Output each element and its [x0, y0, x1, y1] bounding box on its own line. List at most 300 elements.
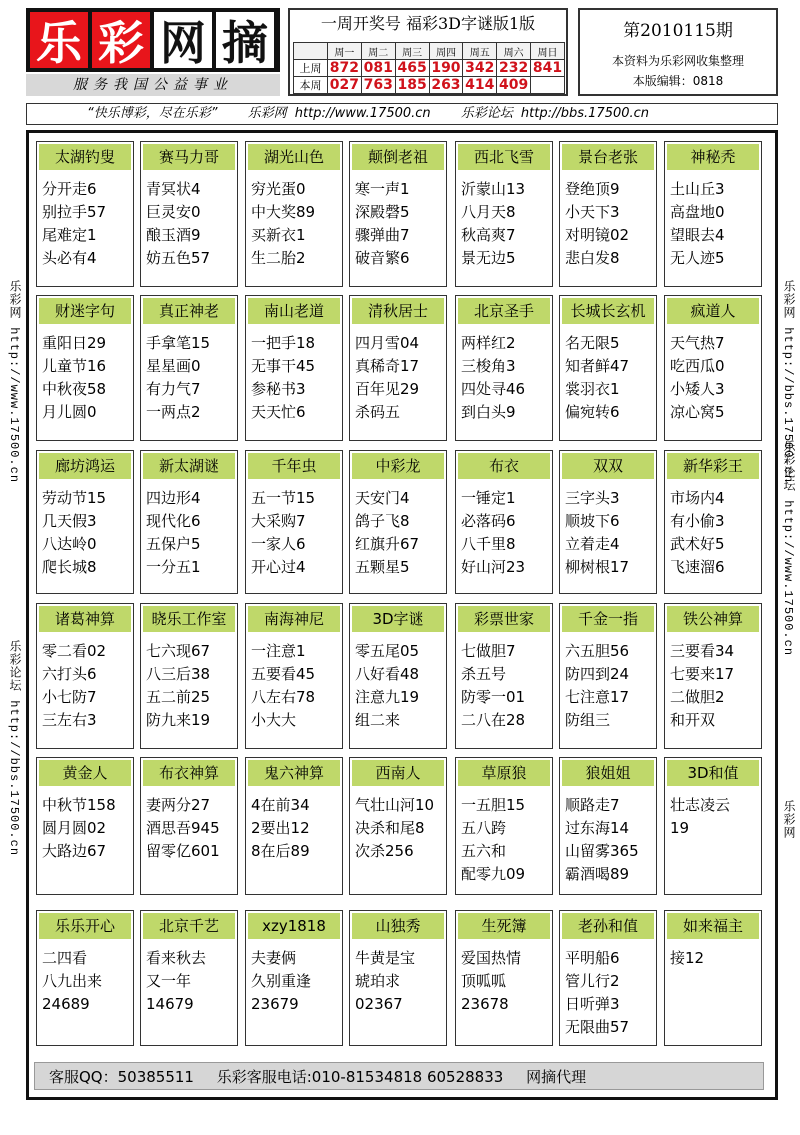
card-line: 土山丘3: [670, 180, 725, 198]
card-line: 几天假3: [42, 512, 97, 530]
card-line: 无事干45: [251, 357, 316, 375]
issue-number: 第2010115期: [623, 21, 733, 41]
card-line: 吃西瓜0: [670, 357, 725, 375]
puzzle-card: [349, 910, 447, 1046]
card-title: 诸葛神算: [39, 606, 131, 632]
card-line: 凉心窝5: [670, 403, 725, 421]
card-line: 市场内4: [670, 489, 725, 507]
card-line: 五六和: [461, 842, 507, 860]
puzzle-card: [455, 450, 553, 594]
card-title: 双双: [562, 453, 654, 479]
card-title: 长城长玄机: [562, 298, 654, 324]
puzzle-card: [140, 757, 238, 895]
card-line: 4在前34: [251, 796, 310, 814]
slogan: 服务我国公益事业: [26, 74, 280, 96]
card-line: 19: [670, 819, 690, 837]
card-line: 现代化6: [146, 512, 201, 530]
card-line: 望眼去4: [670, 226, 725, 244]
card-line: 儿童节16: [42, 357, 107, 375]
card-title: 神秘秃: [667, 144, 759, 170]
puzzle-card: [349, 450, 447, 594]
card-body: [456, 481, 552, 579]
card-line: 妻两分27: [146, 796, 211, 814]
card-line: 好山河23: [461, 558, 526, 576]
card-line: 又一年: [146, 972, 192, 990]
card-title: 黄金人: [39, 760, 131, 786]
card-line: 二八在28: [461, 711, 526, 729]
card-line: 中秋夜58: [42, 380, 107, 398]
card-title: 疯道人: [667, 298, 759, 324]
card-line: 小大大: [251, 711, 297, 729]
card-line: 有小偷3: [670, 512, 725, 530]
card-body: [560, 788, 656, 886]
logo-char: 网: [154, 12, 212, 68]
card-line: 14679: [146, 995, 194, 1013]
card-line: 对明镜02: [565, 226, 630, 244]
card-title: 如来福主: [667, 913, 759, 939]
card-body: [246, 788, 342, 863]
banner-forum-link[interactable]: 乐彩论坛 http://bbs.17500.cn: [460, 106, 650, 121]
card-line: 登绝顶9: [565, 180, 620, 198]
card-body: [350, 172, 446, 270]
card-title: 太湖钓叟: [39, 144, 131, 170]
card-line: 看来秋去: [146, 949, 207, 967]
card-line: 五八跨: [461, 819, 507, 837]
card-line: 到白头9: [461, 403, 516, 421]
card-title: 西北飞雪: [458, 144, 550, 170]
card-line: 三左右3: [42, 711, 97, 729]
footer-agent: 网摘代理: [526, 1068, 587, 1086]
card-line: 配零九09: [461, 865, 526, 883]
card-title: 晓乐工作室: [143, 606, 235, 632]
card-line: 巨灵安0: [146, 203, 201, 221]
card-line: 五要看45: [251, 665, 316, 683]
card-body: [350, 481, 446, 579]
day-header: 周六: [497, 43, 531, 60]
card-line: 六五胆56: [565, 642, 630, 660]
card-line: 骤弹曲7: [355, 226, 410, 244]
card-title: 鬼六神算: [248, 760, 340, 786]
card-line: 防组三: [565, 711, 611, 729]
card-body: [37, 172, 133, 270]
card-title: xzy1818: [248, 913, 340, 939]
puzzle-card: [245, 757, 343, 895]
day-header: 周二: [361, 43, 395, 60]
card-body: [665, 326, 761, 424]
card-line: 一分五1: [146, 558, 201, 576]
card-title: 财迷字句: [39, 298, 131, 324]
draw-number: 414: [463, 77, 497, 94]
card-title: 清秋居士: [352, 298, 444, 324]
card-line: 天气热7: [670, 334, 725, 352]
card-line: 壮志凌云: [670, 796, 731, 814]
puzzle-card: [140, 603, 238, 749]
card-line: 8在后89: [251, 842, 310, 860]
card-line: 酒思吾945: [146, 819, 220, 837]
issue-editor: 本版编辑：0818: [632, 74, 724, 88]
card-line: 有力气7: [146, 380, 201, 398]
side-text-right-top: 乐彩网 http://bbs.17500.cn: [781, 280, 795, 484]
card-title: 千金一指: [562, 606, 654, 632]
card-body: [456, 326, 552, 424]
card-body: [246, 326, 342, 424]
card-line: 23678: [461, 995, 509, 1013]
card-line: 无限曲57: [565, 1018, 630, 1036]
card-title: 颠倒老祖: [352, 144, 444, 170]
card-line: 破音繁6: [355, 249, 410, 267]
card-line: 日听弹3: [565, 995, 620, 1013]
card-body: [141, 634, 237, 732]
puzzle-card: [140, 910, 238, 1046]
card-line: 景无边5: [461, 249, 516, 267]
card-line: 八好看48: [355, 665, 420, 683]
day-header: 周五: [463, 43, 497, 60]
card-body: [246, 634, 342, 732]
card-line: 八千里8: [461, 535, 516, 553]
card-line: 五保户5: [146, 535, 201, 553]
card-body: [141, 326, 237, 424]
draw-number: 841: [531, 60, 565, 77]
puzzle-card: [36, 603, 134, 749]
banner-motto: “快乐博彩，尽在乐彩”: [87, 106, 218, 121]
card-line: 一注意1: [251, 642, 306, 660]
issue-box: [578, 8, 778, 96]
card-line: 中大奖89: [251, 203, 316, 221]
card-line: 三要看34: [670, 642, 735, 660]
draw-number: 763: [361, 77, 395, 94]
card-line: 七注意17: [565, 688, 630, 706]
side-text-right-bottom: 乐彩网: [781, 800, 795, 839]
card-line: 管儿行2: [565, 972, 620, 990]
draw-number: 232: [497, 60, 531, 77]
puzzle-card: [664, 295, 762, 441]
card-body: [456, 634, 552, 732]
card-line: 小天下3: [565, 203, 620, 221]
card-line: 寒一声1: [355, 180, 410, 198]
card-title: 廊坊鸿运: [39, 453, 131, 479]
card-body: [665, 634, 761, 732]
draw-number: 185: [395, 77, 429, 94]
card-body: [560, 172, 656, 270]
draw-number: 263: [429, 77, 463, 94]
card-title: 中彩龙: [352, 453, 444, 479]
card-body: [37, 634, 133, 732]
card-line: 参秘书3: [251, 380, 306, 398]
card-title: 乐乐开心: [39, 913, 131, 939]
card-line: 大采购7: [251, 512, 306, 530]
card-body: [141, 941, 237, 1016]
card-line: 真稀奇17: [355, 357, 420, 375]
card-line: 六打头6: [42, 665, 97, 683]
puzzle-card: [349, 757, 447, 895]
card-line: 两样红2: [461, 334, 516, 352]
card-line: 别拉手57: [42, 203, 107, 221]
banner-site-link[interactable]: 乐彩网 http://www.17500.cn: [247, 106, 431, 121]
card-body: [665, 481, 761, 579]
puzzle-card: [559, 603, 657, 749]
card-body: [246, 172, 342, 270]
side-text-left-bottom: 乐彩论坛 http://bbs.17500.cn: [7, 640, 21, 857]
draw-number: [531, 77, 565, 94]
draw-number: 027: [328, 77, 362, 94]
card-line: 过东海14: [565, 819, 630, 837]
puzzle-card: [455, 141, 553, 287]
footer-qq: 客服QQ：50385511: [49, 1068, 194, 1086]
card-line: 七要来17: [670, 665, 735, 683]
puzzle-card: [140, 141, 238, 287]
card-body: [37, 481, 133, 579]
card-line: 次杀256: [355, 842, 414, 860]
card-line: 大路边67: [42, 842, 107, 860]
card-line: 一两点2: [146, 403, 201, 421]
card-body: [350, 788, 446, 863]
card-line: 武术好5: [670, 535, 725, 553]
card-line: 四月雪04: [355, 334, 420, 352]
card-body: [37, 941, 133, 1016]
puzzle-card: [36, 757, 134, 895]
card-line: 组二来: [355, 711, 401, 729]
puzzle-card: [559, 910, 657, 1046]
puzzle-card: [664, 141, 762, 287]
card-line: 重阳日29: [42, 334, 107, 352]
card-line: 杀五号: [461, 665, 507, 683]
draw-number: 409: [497, 77, 531, 94]
card-body: [141, 172, 237, 270]
card-line: 爱国热情: [461, 949, 522, 967]
card-line: 深殿磬5: [355, 203, 410, 221]
puzzle-card: [349, 295, 447, 441]
banner: [26, 103, 778, 125]
card-line: 零五尾05: [355, 642, 420, 660]
card-line: 开心过4: [251, 558, 306, 576]
card-line: 和开双: [670, 711, 716, 729]
draw-results-box: [288, 8, 568, 96]
card-line: 裳羽衣1: [565, 380, 620, 398]
puzzle-card: [559, 450, 657, 594]
draw-number: 081: [361, 60, 395, 77]
card-body: [141, 481, 237, 579]
card-line: 青冥状4: [146, 180, 201, 198]
card-body: [456, 788, 552, 886]
card-line: 爬长城8: [42, 558, 97, 576]
card-line: 二四看: [42, 949, 88, 967]
puzzle-card: [455, 910, 553, 1046]
day-header: 周日: [531, 43, 565, 60]
card-line: 高盘地0: [670, 203, 725, 221]
footer-phone: 乐彩客服电话:010-81534818 60528833: [216, 1068, 504, 1086]
card-line: 零二看02: [42, 642, 107, 660]
last-week-label: 上周: [294, 60, 328, 77]
card-body: [560, 326, 656, 424]
card-line: 悲白发8: [565, 249, 620, 267]
card-line: 买新衣1: [251, 226, 306, 244]
card-title: 布衣神算: [143, 760, 235, 786]
card-line: 四边形4: [146, 489, 201, 507]
puzzle-card: [664, 603, 762, 749]
puzzle-card: [36, 141, 134, 287]
draw-number: 342: [463, 60, 497, 77]
draw-table: [293, 42, 565, 94]
card-line: 霸酒喝89: [565, 865, 630, 883]
card-line: 星星画0: [146, 357, 201, 375]
card-line: 七做胆7: [461, 642, 516, 660]
card-body: [246, 481, 342, 579]
puzzle-card: [245, 295, 343, 441]
card-body: [560, 634, 656, 732]
card-body: [456, 172, 552, 270]
logo: [26, 8, 280, 72]
card-title: 3D和值: [667, 760, 759, 786]
card-line: 沂蒙山13: [461, 180, 526, 198]
card-line: 生二胎2: [251, 249, 306, 267]
day-header: 周三: [395, 43, 429, 60]
card-body: [350, 326, 446, 424]
card-line: 久别重逢: [251, 972, 312, 990]
card-title: 老孙和值: [562, 913, 654, 939]
draw-number: 465: [395, 60, 429, 77]
draw-number: 190: [429, 60, 463, 77]
card-line: 五二前25: [146, 688, 211, 706]
card-line: 留零亿601: [146, 842, 220, 860]
card-line: 尾难定1: [42, 226, 97, 244]
card-line: 圆月圆02: [42, 819, 107, 837]
puzzle-card: [349, 141, 447, 287]
card-line: 一家人6: [251, 535, 306, 553]
card-line: 杀码五: [355, 403, 401, 421]
card-line: 三梭角3: [461, 357, 516, 375]
card-title: 南山老道: [248, 298, 340, 324]
card-line: 七六现67: [146, 642, 211, 660]
card-line: 秋高爽7: [461, 226, 516, 244]
card-line: 八月天8: [461, 203, 516, 221]
puzzle-card: [455, 603, 553, 749]
logo-char: 乐: [30, 12, 88, 68]
card-line: 顺坡下6: [565, 512, 620, 530]
side-text-left-top: 乐彩网 http://www.17500.cn: [7, 280, 21, 484]
puzzle-card: [140, 295, 238, 441]
card-title: 3D字谜: [352, 606, 444, 632]
card-line: 八达岭0: [42, 535, 97, 553]
draw-number: 872: [328, 60, 362, 77]
card-body: [37, 788, 133, 863]
card-body: [141, 788, 237, 863]
puzzle-card: [455, 295, 553, 441]
card-line: 天天忙6: [251, 403, 306, 421]
card-line: 平明船6: [565, 949, 620, 967]
puzzle-card: [559, 141, 657, 287]
card-title: 新华彩王: [667, 453, 759, 479]
card-line: 鸽子飞8: [355, 512, 410, 530]
issue-note: 本资料为乐彩网收集整理: [611, 54, 744, 68]
card-body: [246, 941, 342, 1016]
card-line: 月儿圆0: [42, 403, 97, 421]
puzzle-card: [36, 450, 134, 594]
card-line: 名无限5: [565, 334, 620, 352]
card-title: 新太湖谜: [143, 453, 235, 479]
card-line: 注意九19: [355, 688, 420, 706]
card-line: 五一节15: [251, 489, 316, 507]
card-line: 穷光蛋0: [251, 180, 306, 198]
card-title: 狼姐姐: [562, 760, 654, 786]
card-line: 知者鲜47: [565, 357, 630, 375]
card-line: 偏宛转6: [565, 403, 620, 421]
card-line: 一把手18: [251, 334, 316, 352]
puzzle-card: [245, 910, 343, 1046]
card-body: [665, 941, 761, 970]
puzzle-card: [559, 757, 657, 895]
card-line: 顶呱呱: [461, 972, 507, 990]
puzzle-card: [559, 295, 657, 441]
card-line: 小七防7: [42, 688, 97, 706]
card-line: 百年见29: [355, 380, 420, 398]
puzzle-card: [245, 450, 343, 594]
card-body: [456, 941, 552, 1016]
card-line: 琥珀求: [355, 972, 401, 990]
card-title: 景台老张: [562, 144, 654, 170]
card-line: 中秋节158: [42, 796, 116, 814]
card-line: 防九来19: [146, 711, 211, 729]
logo-char: 摘: [216, 12, 274, 68]
side-text-right-mid: 乐彩论坛 http://www.17500.cn: [781, 440, 795, 657]
puzzle-card: [664, 450, 762, 594]
card-title: 彩票世家: [458, 606, 550, 632]
card-line: 五颗星5: [355, 558, 410, 576]
logo-char: 彩: [92, 12, 150, 68]
card-line: 23679: [251, 995, 299, 1013]
card-title: 南海神尼: [248, 606, 340, 632]
card-line: 八三后38: [146, 665, 211, 683]
this-week-label: 本周: [294, 77, 328, 94]
draw-title: 一周开奖号 福彩3D字谜版1版: [320, 14, 536, 33]
card-title: 布衣: [458, 453, 550, 479]
card-line: 劳动节15: [42, 489, 107, 507]
card-body: [350, 634, 446, 732]
puzzle-card: [245, 603, 343, 749]
card-title: 西南人: [352, 760, 444, 786]
puzzle-card: [36, 295, 134, 441]
card-line: 防零一01: [461, 688, 526, 706]
card-line: 决杀和尾8: [355, 819, 425, 837]
card-line: 牛黄是宝: [355, 949, 416, 967]
card-line: 酿玉酒9: [146, 226, 201, 244]
card-title: 山独秀: [352, 913, 444, 939]
card-line: 必落码6: [461, 512, 516, 530]
card-title: 赛马力哥: [143, 144, 235, 170]
puzzle-card: [140, 450, 238, 594]
day-header: 周一: [328, 43, 362, 60]
card-line: 气壮山河10: [355, 796, 435, 814]
card-line: 接12: [670, 949, 705, 967]
card-line: 四处寻46: [461, 380, 526, 398]
card-line: 手拿笔15: [146, 334, 211, 352]
footer-bar: [34, 1062, 764, 1090]
puzzle-card: [245, 141, 343, 287]
card-line: 柳树根17: [565, 558, 630, 576]
card-line: 一锤定1: [461, 489, 516, 507]
card-line: 防四到24: [565, 665, 630, 683]
card-line: 分开走6: [42, 180, 97, 198]
card-body: [665, 172, 761, 270]
puzzle-card: [349, 603, 447, 749]
card-title: 北京千艺: [143, 913, 235, 939]
card-line: 夫妻俩: [251, 949, 297, 967]
card-title: 千年虫: [248, 453, 340, 479]
card-line: 24689: [42, 995, 90, 1013]
card-line: 天安门4: [355, 489, 410, 507]
puzzle-card: [455, 757, 553, 895]
card-line: 一五胆15: [461, 796, 526, 814]
card-line: 无人迹5: [670, 249, 725, 267]
